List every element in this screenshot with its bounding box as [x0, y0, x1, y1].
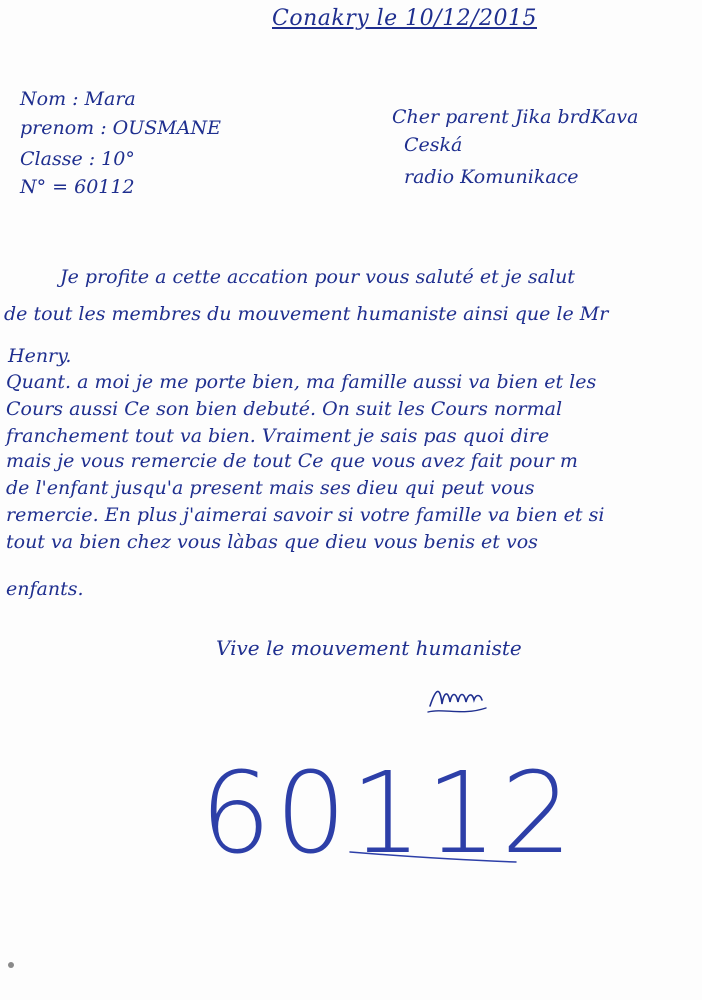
body-line: Henry. [8, 345, 72, 367]
number-underline-stroke [200, 822, 520, 872]
body-line: tout va bien chez vous làbas que dieu vous benis et vos [6, 531, 538, 553]
recipient-line-1: Cher parent Jika brdKava [392, 106, 639, 128]
sender-firstname: prenom : OUSMANE [20, 117, 221, 139]
body-line: franchement tout va bien. Vraiment je sais pas quoi dire [6, 425, 550, 447]
body-line: Je profite a cette accation pour vous saluté et je salut [60, 266, 575, 288]
body-line: enfants. [6, 578, 84, 600]
sender-number: N° = 60112 [20, 176, 135, 198]
recipient-line-3: radio Komunikace [404, 166, 579, 188]
sender-name: Nom : Mara [20, 88, 136, 110]
body-line: remercie. En plus j'aimerai savoir si votre famille va bien et si [6, 504, 605, 526]
letter-date: Conakry le 10/12/2015 [272, 6, 537, 31]
body-line: de tout les membres du mouvement humaniste ainsi que le Mr [4, 303, 609, 325]
body-line: Cours aussi Ce son bien debuté. On suit les Cours normal [6, 398, 563, 420]
body-line: de l'enfant jusqu'a present mais ses dieu qui peut vous [6, 477, 535, 499]
closing-line: Vive le mouvement humaniste [216, 636, 522, 660]
sender-class: Classe : 10° [20, 148, 135, 170]
punch-dot [8, 962, 14, 968]
recipient-line-2: Ceská [404, 134, 463, 156]
large-number: 60112 [200, 749, 577, 879]
signature-scribble [426, 682, 488, 718]
body-line: Quant. a moi je me porte bien, ma famille aussi va bien et les [6, 371, 597, 393]
body-line: mais je vous remercie de tout Ce que vous avez fait pour m [6, 450, 578, 472]
